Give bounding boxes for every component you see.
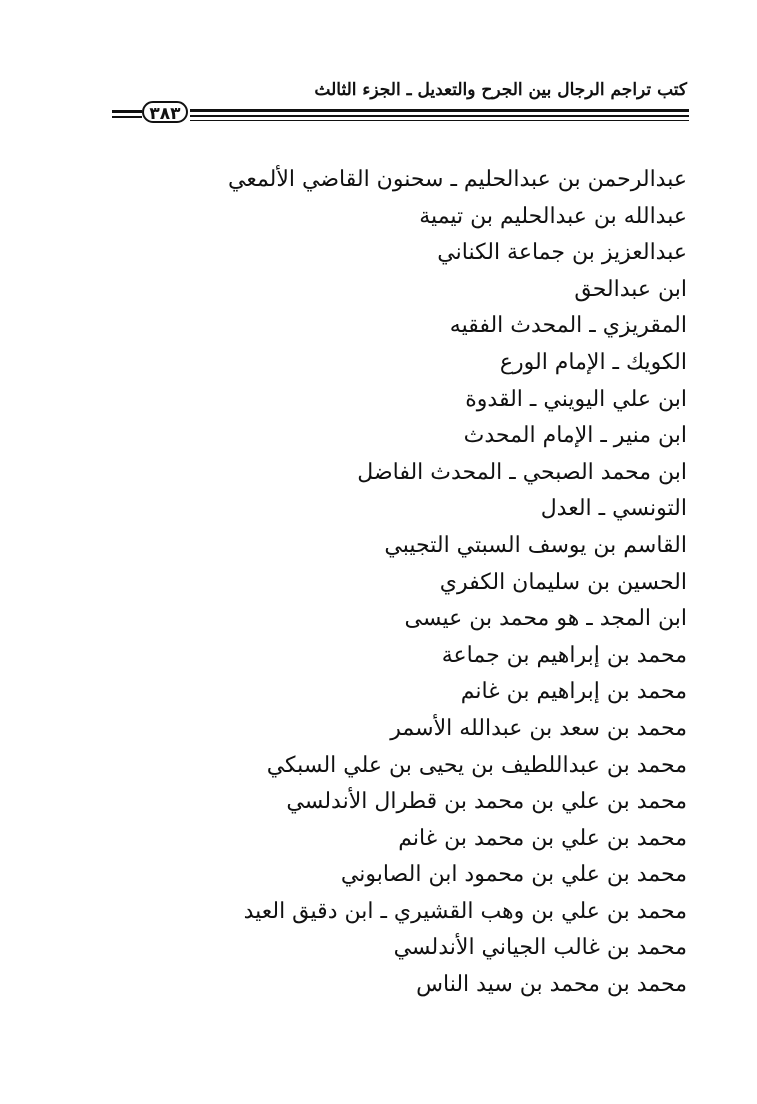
list-item: عبدالعزيز بن جماعة الكناني (437, 240, 687, 266)
list-item: عبدالرحمن بن عبدالحليم ـ سحنون القاضي الألمعي (228, 167, 687, 192)
list-item: التونسي ـ العدل (540, 496, 687, 522)
list-item: محمد بن غالب الجياني الأندلسي (393, 935, 687, 961)
list-item: ابن منير ـ الإمام المحدث (463, 423, 687, 449)
page-number-badge: ٣٨٣ (142, 101, 188, 123)
list-item: ابن المجد ـ هو محمد بن عيسى (404, 606, 687, 632)
header-rule-thick (190, 109, 689, 112)
list-item: ابن محمد الصبحي ـ المحدث الفاضل (357, 459, 687, 485)
left-ornament-rule (112, 110, 142, 113)
list-item: محمد بن علي بن محمد بن قطرال الأندلسي (286, 789, 687, 815)
names-list (228, 163, 687, 1005)
list-item: محمد بن إبراهيم بن جماعة (441, 642, 687, 668)
list-item: محمد بن علي بن محمود ابن الصابوني (340, 862, 687, 888)
header-rule-medium (190, 115, 689, 117)
list-item: القاسم بن يوسف السبتي التجيبي (384, 532, 687, 558)
list-item: محمد بن عبداللطيف بن يحيى بن علي السبكي (266, 752, 687, 778)
list-item: محمد بن محمد بن سيد الناس (416, 972, 687, 998)
list-item: ابن علي اليويني ـ القدوة (465, 386, 687, 412)
list-item: محمد بن علي بن وهب القشيري ـ ابن دقيق العيد (243, 898, 687, 924)
list-item: الكويك ـ الإمام الورع (499, 349, 687, 375)
list-item: المقريزي ـ المحدث الفقيه (449, 313, 687, 339)
list-item: عبدالله بن عبدالحليم بن تيمية (419, 203, 687, 229)
list-item: الحسين بن سليمان الكفري (439, 569, 687, 595)
list-item: ابن عبدالحق (574, 276, 687, 302)
left-ornament-rule (112, 116, 142, 118)
list-item: محمد بن سعد بن عبدالله الأسمر (390, 715, 687, 741)
list-item: محمد بن علي بن محمد بن غانم (398, 825, 687, 851)
list-item: محمد بن إبراهيم بن غانم (460, 679, 687, 705)
header-rule-thin (190, 120, 689, 121)
running-header-title: كتب تراجم الرجال بين الجرح والتعديل ـ الجزء الثالث (314, 80, 687, 100)
